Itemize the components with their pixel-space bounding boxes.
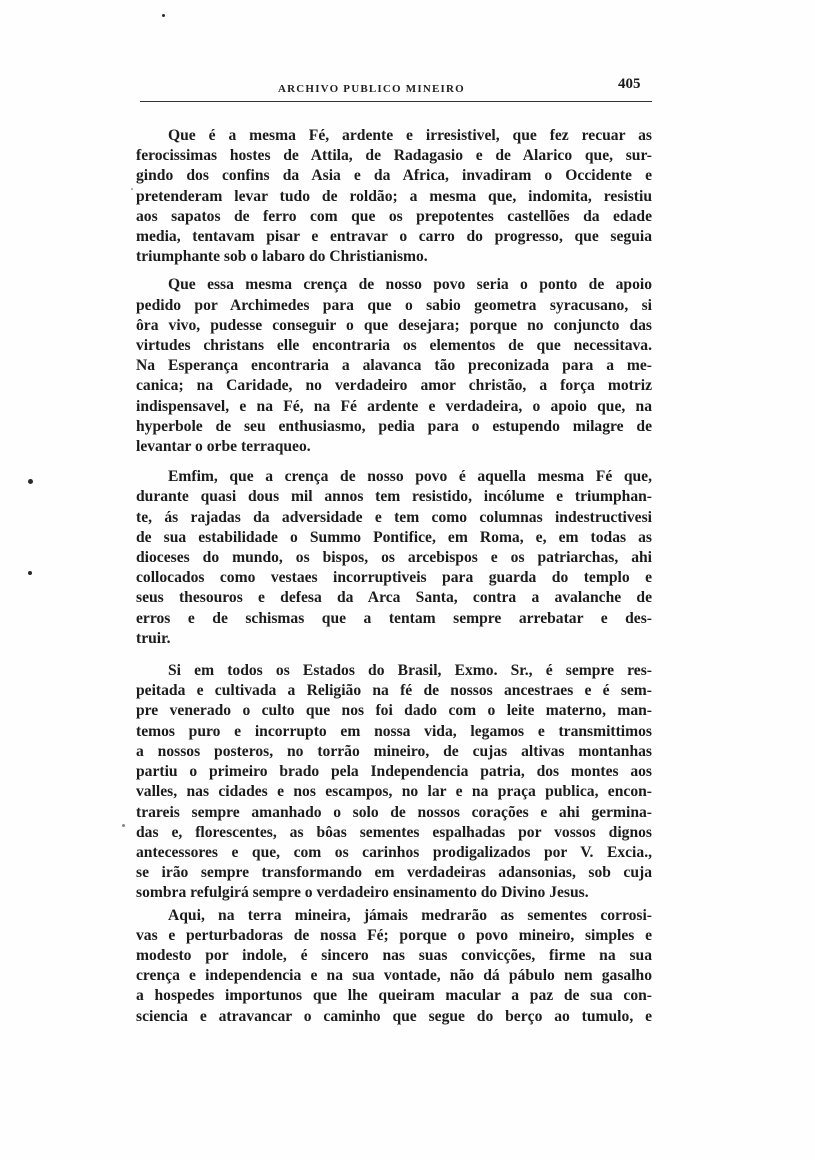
paragraph-3 xyxy=(136,467,652,649)
text-line: Emfim, que a crença de nosso povo é aquella mesma Fé que, xyxy=(168,468,652,486)
text-line: pre venerado o culto que nos foi dado com o leite materno, man- xyxy=(136,702,652,720)
text-line: ôra vivo, pudesse conseguir o que desejara; porque no conjuncto das xyxy=(136,316,652,334)
text-line: Que é a mesma Fé, ardente e irresistivel, que fez recuar as xyxy=(168,127,652,144)
text-line: de sua estabilidade o Summo Pontifice, em Roma, e, em todas as xyxy=(136,528,652,546)
text-line: antecessores e que, com os carinhos prodigalizados por V. Excia., xyxy=(136,843,652,861)
text-line: sciencia e atravancar o caminho que segue do berço ao tumulo, e xyxy=(136,1007,652,1025)
header-rule xyxy=(140,101,652,102)
text-line: durante quasi dous mil annos tem resistido, incólume e triumphan- xyxy=(136,488,652,506)
text-line: triumphante sob o labaro do Christianismo. xyxy=(136,248,428,266)
text-line: se irão sempre transformando em verdadeiras adansonias, sob cuja xyxy=(136,864,652,882)
running-header-title: ARCHIVO PUBLICO MINEIRO xyxy=(278,83,465,95)
text-line: das e, florescentes, as bôas sementes espalhadas por vossos dignos xyxy=(136,823,652,841)
text-line: virtudes christans elle encontraria os elementos de que necessitava. xyxy=(136,337,652,355)
text-line: aos sapatos de ferro com que os prepotentes castellões da edade xyxy=(136,207,652,225)
text-line: indispensavel, e na Fé, na Fé ardente e verdadeira, o apoio que, na xyxy=(136,397,652,415)
text-line: pretenderam levar tudo de roldão; a mesma que, indomita, resistiu xyxy=(136,187,652,205)
paragraph-1 xyxy=(136,126,652,267)
text-line: dioceses do mundo, os bispos, os arcebispos e os patriarchas, ahi xyxy=(136,549,652,567)
text-line: sombra refulgirá sempre o verdadeiro ensinamento do Divino Jesus. xyxy=(136,884,589,902)
scan-speck xyxy=(28,571,32,575)
text-line: ferocissimas hostes de Attila, de Radagasio e de Alarico que, sur- xyxy=(136,147,652,165)
text-line: truir. xyxy=(136,629,171,647)
text-line: pedido por Archimedes para que o sabio geometra syracusano, si xyxy=(136,296,652,314)
text-line: peitada e cultivada a Religião na fé de nossos ancestraes e é sem- xyxy=(136,682,652,700)
text-line: Aqui, na terra mineira, jámais medrarão as sementes corrosi- xyxy=(168,906,652,924)
text-line: gindo dos confins da Asia e da Africa, invadiram o Occidente e xyxy=(136,167,652,185)
paragraph-4 xyxy=(136,661,652,903)
text-line: collocados como vestaes incorruptiveis para guarda do templo e xyxy=(136,569,652,587)
scan-speck xyxy=(28,479,33,484)
text-line: Si em todos os Estados do Brasil, Exmo. Sr., é sempre res- xyxy=(168,662,652,680)
text-line: canica; na Caridade, no verdadeiro amor christão, a força motriz xyxy=(136,377,652,395)
text-line: trareis sempre amanhado o solo de nossos corações e ahi germina- xyxy=(136,803,652,821)
text-line: seus thesouros e defesa da Arca Santa, contra a avalanche de xyxy=(136,589,652,607)
text-line: crença e independencia e na sua vontade, não dá pábulo nem gasalho xyxy=(136,967,652,985)
paragraph-2 xyxy=(136,275,652,457)
text-line: Que essa mesma crença de nosso povo seria o ponto de apoio xyxy=(168,276,652,294)
text-line: modesto por indole, é sincero nas suas convicções, firme na sua xyxy=(136,946,652,964)
text-line: te, ás rajadas da adversidade e tem como columnas indestructivesi xyxy=(136,508,652,526)
text-line: Na Esperança encontraria a alavanca tão preconizada para a me- xyxy=(136,357,652,375)
text-line: vas e perturbadoras de nossa Fé; porque o povo mineiro, simples e xyxy=(136,926,652,944)
paragraph-5 xyxy=(136,906,652,1027)
text-line: a hospedes importunos que lhe queiram macular a paz de sua con- xyxy=(136,987,652,1005)
text-line: valles, nas cidades e nos escampos, no lar e na praça publica, encon- xyxy=(136,783,652,801)
page-number: 405 xyxy=(618,76,641,92)
text-line: media, tentavam pisar e entravar o carro do progresso, que seguia xyxy=(136,228,652,246)
body-text xyxy=(136,126,652,1027)
scan-speck xyxy=(162,14,165,17)
text-line: hyperbole de seu enthusiasmo, pedia para o estupendo milagre de xyxy=(136,417,652,435)
text-line: partiu o primeiro brado pela Independencia patria, dos montes aos xyxy=(136,763,652,781)
text-line: erros e de schismas que a tentam sempre arrebatar e des- xyxy=(136,609,652,627)
scan-speck xyxy=(122,824,125,827)
scan-speck xyxy=(131,188,133,190)
text-line: a nossos posteros, no torrão mineiro, de cujas altivas montanhas xyxy=(136,742,652,760)
text-line: temos puro e incorrupto em nossa vida, legamos e transmittimos xyxy=(136,722,652,740)
text-line: levantar o orbe terraqueo. xyxy=(136,438,311,456)
